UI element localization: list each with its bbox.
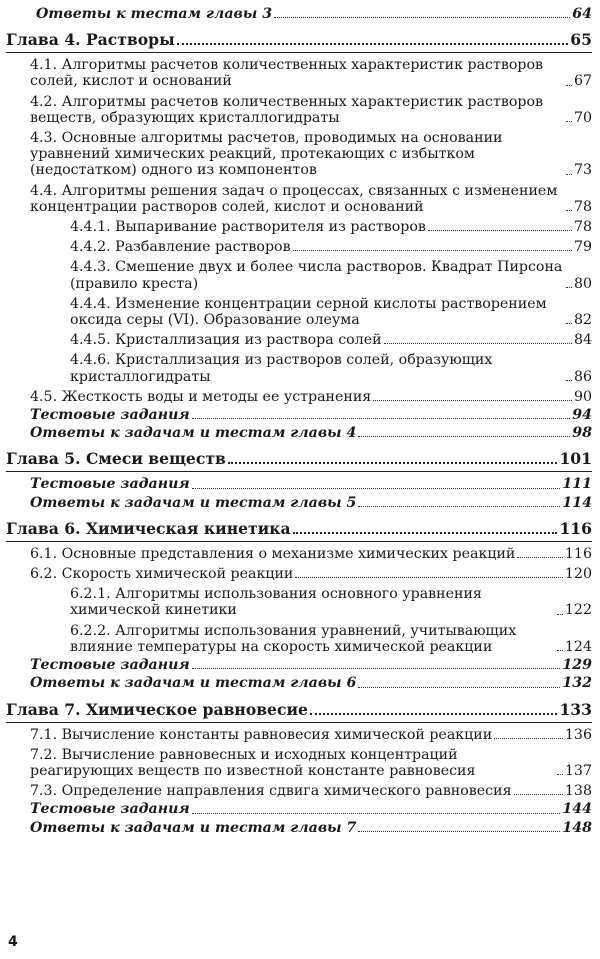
- toc-entry-answers-ch3: [36, 6, 592, 22]
- dot-leader: [293, 532, 558, 534]
- dot-leader: [514, 794, 563, 795]
- toc-chapter-heading: [6, 701, 592, 723]
- toc-entry-page: 80: [573, 275, 592, 292]
- toc-entry-page: 94: [572, 407, 592, 424]
- toc-section: [30, 57, 592, 89]
- chapter-title: Глава 7. Химическое равновесие: [6, 699, 308, 719]
- toc-entry-title: 6.2.2. Алгоритмы использования уравнений, учитывающих влияние температуры на скорость химической реакции: [70, 622, 517, 655]
- toc-entry-title: 7.3. Определение направления сдвига химического равновесия: [30, 783, 512, 800]
- toc-chapter-heading: [6, 450, 592, 472]
- toc-entry-title: 4.4.3. Смешение двух и более числа растворов. Квадрат Пирсона (правило креста): [70, 259, 563, 292]
- toc-subsection: [70, 219, 592, 235]
- dot-leader: [228, 462, 558, 464]
- toc-entry-page: 148: [562, 819, 592, 836]
- toc-entry-title: 4.4.1. Выпаривание растворителя из растворов: [70, 219, 426, 236]
- toc-entry-page: 98: [572, 425, 592, 442]
- toc-subsection: [70, 586, 592, 618]
- toc-entry-title: 4.1. Алгоритмы расчетов количественных характеристик растворов солей, кислот и оснований: [30, 57, 543, 90]
- dot-leader: [557, 650, 563, 651]
- toc-entry-title: Тестовые задания: [30, 407, 190, 424]
- dot-leader: [358, 436, 570, 437]
- toc-subsection: [70, 332, 592, 348]
- toc-entry-title: 4.4. Алгоритмы решения задач о процессах, связанных с изменением концентрации растворов солей, кислот и оснований: [30, 182, 558, 215]
- toc-entry-title: 4.4.5. Кристаллизация из раствора солей: [70, 332, 382, 349]
- toc-section: [30, 183, 592, 215]
- dot-leader: [192, 418, 571, 419]
- toc-section: [30, 389, 592, 405]
- toc-subsection: [70, 259, 592, 291]
- table-of-contents: [6, 6, 592, 836]
- toc-subsection: [70, 296, 592, 328]
- toc-subsection: [70, 352, 592, 384]
- toc-entry-title: Ответы к задачам и тестам главы 7: [30, 819, 357, 836]
- toc-entry-page: 84: [573, 332, 592, 349]
- chapter-page: 65: [570, 30, 592, 50]
- toc-entry-page: 129: [562, 657, 592, 674]
- toc-entry-title: 4.2. Алгоритмы расчетов количественных характеристик растворов веществ, образующих кристаллогидраты: [30, 93, 543, 126]
- toc-entry-page: 78: [573, 219, 592, 236]
- toc-section: [30, 783, 592, 799]
- toc-entry-title: 4.4.2. Разбавление растворов: [70, 239, 291, 256]
- dot-leader: [566, 380, 572, 381]
- toc-chapter-heading: [6, 520, 592, 542]
- toc-entry-page: 116: [564, 545, 592, 562]
- toc-entry-page: 86: [573, 368, 592, 385]
- toc-subsection: [70, 239, 592, 255]
- toc-entry-title: Тестовые задания: [30, 801, 190, 818]
- chapter-title: Глава 4. Растворы: [6, 30, 175, 50]
- dot-leader: [373, 400, 572, 401]
- toc-entry-supplement: [30, 425, 592, 441]
- toc-entry-title: 4.4.4. Изменение концентрации серной кислоты растворением оксида серы (VI). Образование олеума: [70, 295, 547, 329]
- toc-entry-page: 82: [573, 312, 592, 329]
- toc-entry-supplement: [30, 495, 592, 511]
- dot-leader: [566, 85, 572, 86]
- toc-entry-page: 120: [564, 566, 592, 583]
- toc-section: [30, 94, 592, 126]
- toc-entry-page: 124: [564, 638, 592, 655]
- toc-entry-page: 114: [562, 494, 592, 511]
- toc-entry-title: Ответы к задачам и тестам главы 5: [30, 494, 357, 511]
- toc-entry-page: 64: [572, 6, 592, 22]
- toc-section: [30, 546, 592, 562]
- toc-entry-page: 132: [562, 675, 592, 692]
- toc-entry-page: 144: [562, 801, 592, 818]
- toc-entry-page: 73: [573, 162, 592, 179]
- dot-leader: [358, 506, 560, 507]
- toc-entry-title: 6.2. Скорость химической реакции: [30, 566, 294, 583]
- toc-entry-page: 90: [573, 388, 592, 405]
- toc-entry-title: 4.3. Основные алгоритмы расчетов, проводимых на основании уравнений химических реакций, протекающих с избытком (недостатком) одного из компонентов: [30, 130, 503, 179]
- toc-entry-supplement: [30, 801, 592, 817]
- dot-leader: [566, 174, 572, 175]
- dot-leader: [428, 230, 572, 231]
- toc-entry-title: Тестовые задания: [30, 476, 190, 493]
- dot-leader: [192, 813, 561, 814]
- toc-entry-page: 78: [573, 198, 592, 215]
- toc-entry-supplement: [30, 657, 592, 673]
- toc-section: [30, 566, 592, 582]
- toc-entry-page: 70: [573, 109, 592, 126]
- dot-leader: [517, 557, 563, 558]
- toc-entry-title: 4.5. Жесткость воды и методы ее устранения: [30, 388, 372, 405]
- page-number: 4: [8, 934, 18, 950]
- dot-leader: [310, 713, 557, 715]
- dot-leader: [358, 831, 560, 832]
- toc-entry-title: 7.1. Вычисление константы равновесия химической реакции: [30, 726, 493, 743]
- chapter-title: Глава 5. Смеси веществ: [6, 449, 226, 469]
- toc-section: [30, 130, 592, 179]
- toc-entry-title: 6.2.1. Алгоритмы использования основного уравнения химической кинетики: [70, 586, 482, 619]
- chapter-page: 116: [559, 518, 592, 538]
- chapter-page: 133: [559, 699, 592, 719]
- chapter-title: Глава 6. Химическая кинетика: [6, 518, 291, 538]
- toc-entry-page: 111: [562, 476, 592, 493]
- toc-entry-title: 4.4.6. Кристаллизация из растворов солей, образующих кристаллогидраты: [70, 352, 493, 385]
- toc-entry-supplement: [30, 407, 592, 423]
- toc-entry-page: 136: [564, 726, 592, 743]
- toc-entry-page: 138: [564, 783, 592, 800]
- toc-entry-supplement: [30, 476, 592, 492]
- toc-entry-title: Ответы к задачам и тестам главы 6: [30, 675, 357, 692]
- dot-leader: [566, 121, 572, 122]
- dot-leader: [384, 343, 572, 344]
- dot-leader: [274, 17, 570, 18]
- dot-leader: [566, 287, 572, 288]
- dot-leader: [494, 738, 563, 739]
- dot-leader: [566, 323, 572, 324]
- toc-entry-page: 137: [564, 762, 592, 779]
- toc-entry-supplement: [30, 820, 592, 836]
- chapter-page: 101: [559, 449, 592, 469]
- toc-entry-title: 7.2. Вычисление равновесных и исходных концентраций реагирующих веществ по известной константе равновесия: [30, 746, 476, 779]
- toc-section: [30, 727, 592, 743]
- dot-leader: [192, 488, 561, 489]
- dot-leader: [293, 250, 572, 251]
- toc-entry-title: Ответы к тестам главы 3: [36, 6, 273, 22]
- toc-entry-page: 122: [564, 602, 592, 619]
- toc-entry-title: 6.1. Основные представления о механизме химических реакций: [30, 545, 516, 562]
- dot-leader: [557, 774, 563, 775]
- dot-leader: [192, 668, 561, 669]
- toc-chapter-heading: [6, 31, 592, 53]
- toc-subsection: [70, 623, 592, 655]
- toc-entry-page: 79: [573, 239, 592, 256]
- toc-section: [30, 747, 592, 779]
- toc-entry-title: Тестовые задания: [30, 657, 190, 674]
- toc-entry-supplement: [30, 675, 592, 691]
- toc-entry-title: Ответы к задачам и тестам главы 4: [30, 425, 357, 442]
- dot-leader: [557, 614, 563, 615]
- dot-leader: [295, 577, 563, 578]
- dot-leader: [358, 687, 560, 688]
- dot-leader: [177, 43, 569, 45]
- toc-entry-page: 67: [573, 73, 592, 90]
- dot-leader: [566, 210, 572, 211]
